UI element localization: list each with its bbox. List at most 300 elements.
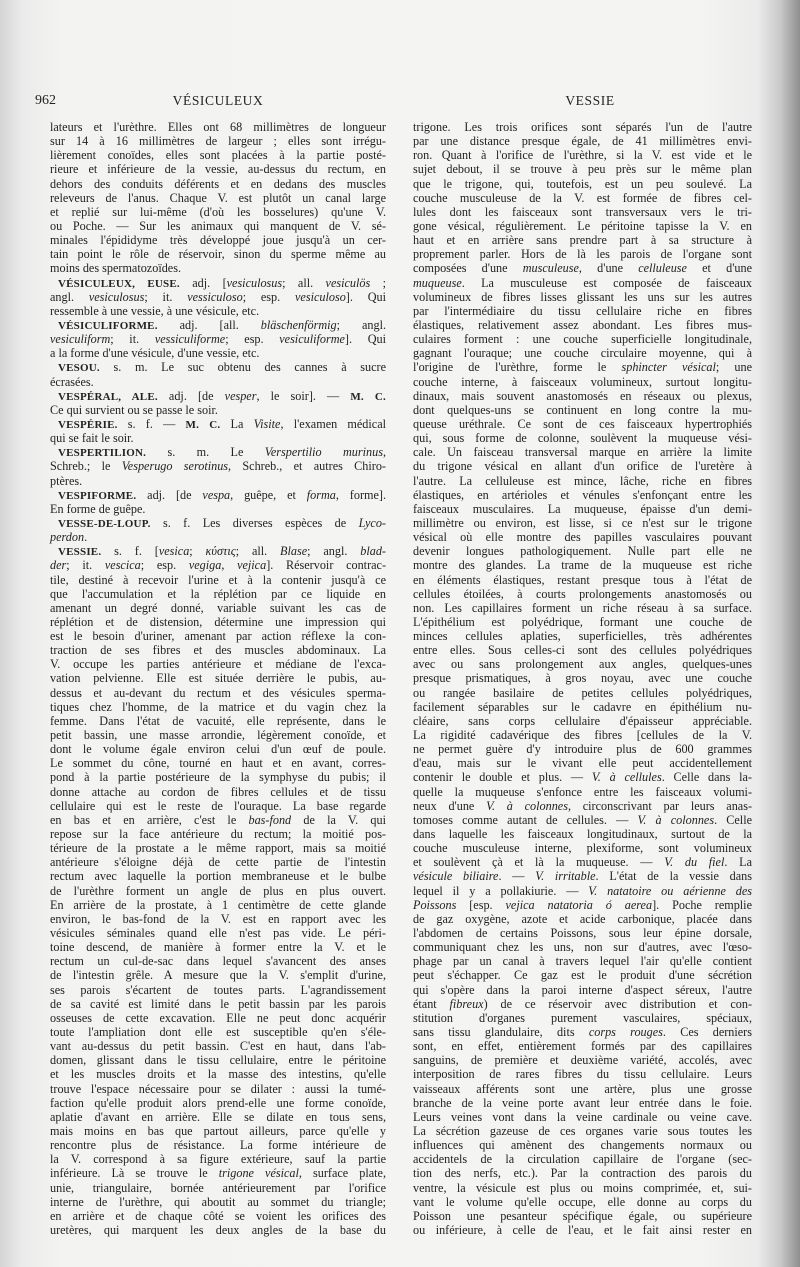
text-run: antérieure s'éloigne déjà de cette partie de l'intestin xyxy=(50,855,386,870)
text-line xyxy=(50,177,386,191)
headword: VÉSICULEUX, EUSE. xyxy=(58,277,180,290)
text-run: interne de l'urèthre, qui aboutit au sommet du triangle; xyxy=(50,1194,386,1209)
line-text xyxy=(50,1138,386,1152)
line-text xyxy=(413,134,752,148)
line-text xyxy=(413,360,752,374)
text-run: ; esp. xyxy=(140,558,189,573)
text-run: la V. correspond à sa figure extérieure, sauf la partie xyxy=(50,1152,386,1167)
text-run: petit bassin, une masse arrondie, légèrement conoïde, et xyxy=(50,728,386,743)
text-run: cellules étoilées, à courts prolongements anastomosés ou xyxy=(413,586,752,601)
text-run: s. m. Le suc obtenu des cannes à sucre xyxy=(99,360,386,375)
text-run: rencontre plus de résistance. La forme intérieure de xyxy=(50,1138,386,1153)
text-line xyxy=(50,714,386,728)
italic-term: vescica xyxy=(104,558,141,573)
italic-term: vesiculiform xyxy=(50,332,111,347)
text-run: faisceaux musculaires. La muqueuse, épaisse d'un demi- xyxy=(413,501,752,516)
text-run: l'abdomen de certains Poissons, sous leur épine dorsale, xyxy=(413,926,752,941)
text-run: En forme de guêpe. xyxy=(50,501,146,516)
line-text xyxy=(413,375,752,389)
line-text xyxy=(413,714,752,728)
text-line xyxy=(413,770,752,784)
text-line xyxy=(50,488,386,502)
headword: VESPIFORME. xyxy=(58,489,137,502)
text-run: V. occupe les parties antérieure et médiane de l'exca- xyxy=(50,657,386,672)
text-run: et replié sur lui-même (d'où les bosselures) qu'une V. xyxy=(50,204,386,219)
line-text xyxy=(50,530,87,544)
line-text xyxy=(50,728,386,742)
text-run: , xyxy=(382,445,387,460)
text-run: est le besoin d'uriner, amenant par action réflexe la con- xyxy=(50,629,386,644)
text-line xyxy=(50,954,386,968)
text-line xyxy=(50,827,386,841)
text-line xyxy=(413,714,752,728)
text-run: rectum un cul-de-sac dans lequel s'avancent des anses xyxy=(50,954,386,969)
italic-term: vegiga, vejica xyxy=(188,558,267,573)
italic-term: muqueuse xyxy=(413,275,462,290)
headword: VESOU. xyxy=(58,362,100,375)
text-run: réplétion et de distension, détermine une impression qui xyxy=(50,614,386,629)
line-text xyxy=(413,304,752,318)
text-run: volumineux de fibres lisses glissant les uns sur les autres xyxy=(413,289,752,304)
line-text xyxy=(50,643,386,657)
italic-term: V. irritable xyxy=(535,869,596,884)
text-line xyxy=(413,375,752,389)
line-text xyxy=(413,1053,752,1067)
text-line xyxy=(413,417,752,431)
text-run: couche musculeuse interne, plexiforme, sont volumineux xyxy=(413,841,752,856)
text-line xyxy=(413,346,752,360)
text-run: facilement séparables sur le cadavre en épithélium nu- xyxy=(413,699,752,714)
line-text xyxy=(413,912,752,926)
line-text xyxy=(413,445,752,459)
line-text xyxy=(50,799,386,813)
italic-term: Vesperugo serotinus xyxy=(121,459,229,474)
line-text xyxy=(413,1181,752,1195)
line-text xyxy=(413,1025,752,1039)
italic-term: Verspertilio murinus xyxy=(264,445,383,460)
text-run: Ce qui survient ou se passe le soir. xyxy=(50,402,218,417)
text-run: ventre, la vésicule est plus ou moins comprimée, et, sui- xyxy=(413,1180,752,1195)
text-line xyxy=(50,671,386,685)
italic-term: vesiculös xyxy=(325,275,371,290)
line-text xyxy=(50,134,386,148)
italic-term: fibreux xyxy=(449,996,484,1011)
line-text xyxy=(58,544,386,558)
text-run: queuse uréthrale. Ce sont de ces faisceaux hypertrophiés xyxy=(413,416,752,431)
line-text xyxy=(413,813,752,827)
line-text xyxy=(413,756,752,770)
text-run: lièrement conoïdes, elles sont placées à la partie posté- xyxy=(50,148,386,163)
text-line xyxy=(50,304,386,318)
text-run: dinaux, mais souvent anastomosés en réseaux ou plexus, xyxy=(413,388,752,403)
text-run: dont le volume égale environ celui d'un œuf de poule. xyxy=(50,742,386,757)
text-run: minces cellules aplaties, superficielles, très adhérentes xyxy=(413,629,752,644)
text-line xyxy=(413,1152,752,1166)
italic-term: vessiculoso xyxy=(187,289,243,304)
line-text xyxy=(413,898,752,912)
line-text xyxy=(413,1195,752,1209)
line-text xyxy=(58,276,386,290)
line-text xyxy=(50,714,386,728)
text-run: cléaire, sans corps cellulaire d'épaisseur appréciable. xyxy=(413,713,752,728)
text-run: La rigidité cadavérique des fibres [cellules de la V. xyxy=(413,728,752,743)
line-text xyxy=(413,544,752,558)
text-line xyxy=(413,247,752,261)
text-run: minales l'épididyme très développé joue jusqu'à un cer- xyxy=(50,233,386,248)
text-line xyxy=(50,657,386,671)
text-run: La xyxy=(220,416,254,431)
italic-term: V. à cellules xyxy=(591,770,662,785)
text-run: dessus et au-devant du rectum et des vésicules sperma- xyxy=(50,685,386,700)
text-run: , forme]. xyxy=(335,487,386,502)
line-text xyxy=(50,785,386,799)
line-text xyxy=(50,1039,386,1053)
text-run: ]. Réservoir contrac- xyxy=(266,558,386,573)
line-text xyxy=(413,573,752,587)
text-run: amenant un degré donné, variable suivant les cas de xyxy=(50,600,386,615)
text-line xyxy=(413,488,752,502)
italic-term: sphincter vésical xyxy=(621,360,716,375)
text-run: ses parois s'écartent de toutes parts. L'agrandissement xyxy=(50,982,386,997)
text-line xyxy=(413,205,752,219)
text-line xyxy=(50,686,386,700)
line-text xyxy=(413,742,752,756)
text-line xyxy=(50,926,386,940)
text-run: l'origine de l'urèthre, forme le xyxy=(413,360,622,375)
line-text xyxy=(50,247,386,261)
line-text xyxy=(413,233,752,247)
text-run: montre des glandes. La trame de la muqueuse est riche xyxy=(413,558,752,573)
text-run: de sa cavité est limité dans le petit bassin par les parois xyxy=(50,996,386,1011)
text-line xyxy=(50,1223,386,1237)
line-text xyxy=(50,629,386,643)
text-run: interposition de rares fibres du tissu cellulaire. Leurs xyxy=(413,1067,752,1082)
text-line xyxy=(50,516,386,530)
line-text xyxy=(50,1096,386,1110)
text-line xyxy=(50,346,386,360)
line-text xyxy=(413,290,752,304)
text-line xyxy=(413,686,752,700)
text-run: ; all. xyxy=(282,275,326,290)
text-line xyxy=(413,615,752,629)
line-text xyxy=(413,785,752,799)
text-line xyxy=(413,869,752,883)
text-line xyxy=(50,360,386,374)
text-run: toute l'ampliation dont elle est susceptible qu'en s'éle- xyxy=(50,1025,386,1039)
page-number: 962 xyxy=(35,93,56,108)
line-text xyxy=(413,1138,752,1152)
text-run: que l'accumulation et la réplétion par ce liquide en xyxy=(50,586,386,601)
text-run: , surface plate, xyxy=(298,1166,386,1181)
text-run: , le soir]. — xyxy=(256,388,351,403)
text-run: avec ou sans prolongement aux angles, quelques-unes xyxy=(413,657,752,672)
text-line xyxy=(413,261,752,275)
text-run: . Celle xyxy=(714,812,752,827)
text-run: ) de ce réservoir avec distribution et con- xyxy=(483,996,753,1011)
headword: M. C. xyxy=(185,418,221,431)
text-line xyxy=(50,884,386,898)
italic-term: vésicule biliaire xyxy=(413,869,499,884)
line-text xyxy=(413,997,752,1011)
text-run: dehors des conduits déférents et en dedans des muscles xyxy=(50,176,386,191)
text-line xyxy=(413,276,752,290)
line-text xyxy=(413,1011,752,1025)
text-run: cale. Un faisceau transversal marque en arrière la limite xyxy=(413,445,752,460)
text-line xyxy=(413,1166,752,1180)
text-run: rectum avec laquelle la portion membraneuse et le bulbe xyxy=(50,869,386,884)
text-line xyxy=(413,884,752,898)
text-line xyxy=(413,1138,752,1152)
text-run: ressemble à une vessie, à une vésicule, etc. xyxy=(50,303,260,318)
line-text xyxy=(413,1039,752,1053)
line-text xyxy=(50,1053,386,1067)
text-line xyxy=(50,1011,386,1025)
line-text xyxy=(50,502,145,516)
text-run: entre elles. Sous celles-ci sont des cellules polyédriques xyxy=(413,643,752,658)
text-run: ; it. xyxy=(144,289,188,304)
text-run: tain point le rôle de réservoir, sinon du sperme même au xyxy=(50,247,386,262)
text-run: et d'une xyxy=(686,261,752,276)
text-line xyxy=(413,983,752,997)
text-line xyxy=(413,304,752,318)
text-line xyxy=(413,445,752,459)
text-run: l'autre. La celluleuse est mince, lâche, riche en fibres xyxy=(413,473,752,488)
text-line xyxy=(50,445,386,459)
text-line xyxy=(413,1195,752,1209)
italic-term: corps rouges xyxy=(588,1025,663,1039)
text-run: trouve l'espace nécessaire pour se dilater : aussi la tumé- xyxy=(50,1081,386,1096)
line-text xyxy=(50,205,386,219)
text-line xyxy=(413,1067,752,1081)
text-line xyxy=(413,855,752,869)
line-text xyxy=(50,983,386,997)
text-run: phage par un canal à travers lequel l'air qu'elle contient xyxy=(413,954,752,969)
line-text xyxy=(413,177,752,191)
text-run: lequel il y a pollakiurie. — xyxy=(413,883,589,898)
text-line xyxy=(50,742,386,756)
text-run: ]. Qui xyxy=(345,289,386,304)
text-run: s. f. Les diverses espèces de xyxy=(150,515,359,530)
text-line xyxy=(413,1209,752,1223)
line-text xyxy=(413,219,752,233)
text-run: écrasées. xyxy=(50,374,94,389)
text-run: composées d'une xyxy=(413,261,523,276)
line-text xyxy=(413,346,752,360)
text-run: . Ces derniers xyxy=(662,1025,752,1039)
italic-term: vesper xyxy=(224,388,257,403)
text-line xyxy=(50,530,386,544)
text-line xyxy=(413,530,752,544)
text-run: En arrière de la prostate, à 1 centimètre de cette glande xyxy=(50,897,386,912)
text-line xyxy=(413,502,752,516)
line-text xyxy=(50,827,386,841)
line-text xyxy=(413,1124,752,1138)
line-text xyxy=(50,898,386,912)
text-run: moins des spermatozoïdes. xyxy=(50,261,181,276)
line-text xyxy=(58,516,386,530)
line-text xyxy=(50,474,82,488)
text-run: . La musculeuse est composée de faisceaux xyxy=(461,275,752,290)
text-run: lules dont les faisceaux sont transversaux vers le tri- xyxy=(413,204,752,219)
line-text xyxy=(50,601,386,615)
text-line xyxy=(50,601,386,615)
text-run: dont quelques-uns se continuent en long contre la mu- xyxy=(413,402,752,417)
text-run: qui s'opère dans la paroi interne d'aspect séreux, l'autre xyxy=(413,982,752,997)
line-text xyxy=(413,389,752,403)
text-line xyxy=(413,318,752,332)
line-text xyxy=(413,1067,752,1081)
text-run: qui, sous forme de colonne, soulèvent la muqueuse vési- xyxy=(413,431,752,446)
text-run: ; it. xyxy=(110,332,155,347)
text-line xyxy=(50,1096,386,1110)
line-text xyxy=(413,884,752,898)
text-line xyxy=(50,474,386,488)
line-text xyxy=(413,530,752,544)
text-run: dans laquelle les faisceaux longitudinaux, surtout de la xyxy=(413,827,752,842)
line-text xyxy=(50,459,386,473)
text-run: , Schreb., et autres Chiro- xyxy=(228,459,386,474)
text-line xyxy=(50,983,386,997)
text-run: ou Poche. — Sur les animaux qui manquent de V. sé- xyxy=(50,218,386,233)
line-text xyxy=(413,968,752,982)
headword: M. C. xyxy=(350,390,386,403)
italic-term: vesiculosus xyxy=(226,275,283,290)
line-text xyxy=(58,488,386,502)
line-text xyxy=(50,657,386,671)
text-line xyxy=(413,827,752,841)
italic-term: vesiculiforme xyxy=(279,332,345,347)
line-text xyxy=(50,1166,386,1180)
text-line xyxy=(413,954,752,968)
text-run: contenir le double et plus. — xyxy=(413,770,592,785)
text-run: tomoses comme autant de cellules. — xyxy=(413,812,638,827)
text-run: s. f. — xyxy=(117,416,186,431)
line-text xyxy=(50,558,386,572)
text-line xyxy=(50,615,386,629)
text-line xyxy=(413,148,752,162)
text-run: ; angl. xyxy=(307,544,361,559)
text-line xyxy=(413,629,752,643)
text-line xyxy=(413,785,752,799)
line-text xyxy=(58,318,386,332)
line-text xyxy=(413,671,752,685)
text-run: , d'une xyxy=(578,261,639,276)
text-run: adj. [de xyxy=(157,388,225,403)
text-line xyxy=(413,1025,752,1039)
text-run: sur 14 à 16 millimètres de largeur ; elles sont irrégu- xyxy=(50,134,386,149)
italic-term: blad- xyxy=(360,544,386,559)
text-run: non. Les capillaires forment un riche réseau à sa surface. xyxy=(413,600,752,615)
text-run: rieure et inférieure de la vessie, au-dessus du rectum, en xyxy=(50,162,386,177)
text-line xyxy=(50,290,386,304)
text-run: ron. Quant à l'orifice de l'urèthre, si la V. est vide et le xyxy=(413,148,752,163)
text-run: tiques chez l'homme, de la matrice et du vagin chez la xyxy=(50,699,386,714)
text-line xyxy=(50,912,386,926)
line-text xyxy=(413,629,752,643)
text-line xyxy=(413,233,752,247)
text-line xyxy=(50,1039,386,1053)
line-text xyxy=(50,1025,386,1039)
text-run: et les muscles droits et la masse des intestins, qu'elle xyxy=(50,1067,386,1082)
italic-term: Blase xyxy=(280,544,308,559)
text-run: de l'intestin grêle. A mesure que la V. s'emplit d'urine, xyxy=(50,968,386,983)
text-run: . xyxy=(84,530,88,545)
italic-term: vessiculiforme xyxy=(154,332,226,347)
text-run: communiquant chez les uns, non sur d'autres, avec l'œso- xyxy=(413,940,752,955)
text-line xyxy=(413,290,752,304)
text-line xyxy=(50,869,386,883)
left-column xyxy=(50,120,386,1237)
line-text xyxy=(413,827,752,841)
text-line xyxy=(413,544,752,558)
text-run: [esp. xyxy=(456,897,506,912)
text-run: vaisseaux afférents sont une artère, plus une grosse xyxy=(413,1081,752,1096)
text-run: tion des nerfs, etc.). Par la contraction des parois du xyxy=(413,1166,752,1181)
line-text xyxy=(50,700,386,714)
text-run: ; une xyxy=(715,360,753,375)
text-run: a la forme d'une vésicule, d'une vessie, etc. xyxy=(50,346,260,361)
text-run: culaires forment : une couche superficielle longitudinale, xyxy=(413,332,752,347)
line-text xyxy=(50,1110,386,1124)
text-line xyxy=(413,898,752,912)
text-run: térieure de la prostate a le même rapport, mais sa moitié xyxy=(50,841,386,856)
text-run: toine descend, de manière à former entre la V. et le xyxy=(50,940,386,955)
headword: VESPÉRAL, ALE. xyxy=(58,390,158,403)
line-text xyxy=(50,148,386,162)
text-line xyxy=(413,587,752,601)
text-line xyxy=(413,191,752,205)
text-line xyxy=(50,318,386,332)
text-line xyxy=(50,728,386,742)
text-line xyxy=(50,134,386,148)
text-run: millimètre ou environ, est lisse, si ce n'est sur le trigone xyxy=(413,515,752,530)
line-text xyxy=(50,1152,386,1166)
text-run: étant xyxy=(413,996,450,1011)
text-line xyxy=(50,502,386,516)
text-line xyxy=(50,459,386,473)
text-line xyxy=(413,177,752,191)
text-line xyxy=(413,926,752,940)
text-line xyxy=(50,855,386,869)
text-line xyxy=(413,940,752,954)
text-run: ou inférieure, à celle de l'eau, et le fait ainsi rester en xyxy=(413,1222,752,1237)
text-run: ; it. xyxy=(66,558,105,573)
text-run: repose sur la face antérieure du rectum; la moitié pos- xyxy=(50,827,386,842)
line-text xyxy=(50,332,386,346)
text-run: sanguins, de première et deuxième variété, accolés, avec xyxy=(413,1053,752,1068)
line-text xyxy=(413,261,752,275)
italic-term: bas-fond xyxy=(248,812,292,827)
line-text xyxy=(50,1011,386,1025)
text-line xyxy=(413,134,752,148)
text-run: vant le volume qu'elle occupe, elle donne au corps du xyxy=(413,1194,752,1209)
text-run: couche musculeuse de la V. est formée de fibres cel- xyxy=(413,190,752,205)
text-line xyxy=(50,1195,386,1209)
text-run: ]. Poche remplie xyxy=(652,897,752,912)
text-line xyxy=(50,261,386,275)
text-run: Schreb.; le xyxy=(50,459,122,474)
text-run: en bas et en arrière, c'est le xyxy=(50,812,249,827)
line-text xyxy=(50,233,386,247)
text-run: presque prismatiques, à gros noyau, avec une couche xyxy=(413,671,752,686)
text-line xyxy=(50,1025,386,1039)
line-text xyxy=(50,1124,386,1138)
text-run: d'eau, mais sur le vivant elle peut accidentellement xyxy=(413,756,752,771)
italic-term: vespa xyxy=(202,487,231,502)
line-text xyxy=(50,573,386,587)
text-line xyxy=(50,968,386,982)
text-line xyxy=(50,1138,386,1152)
